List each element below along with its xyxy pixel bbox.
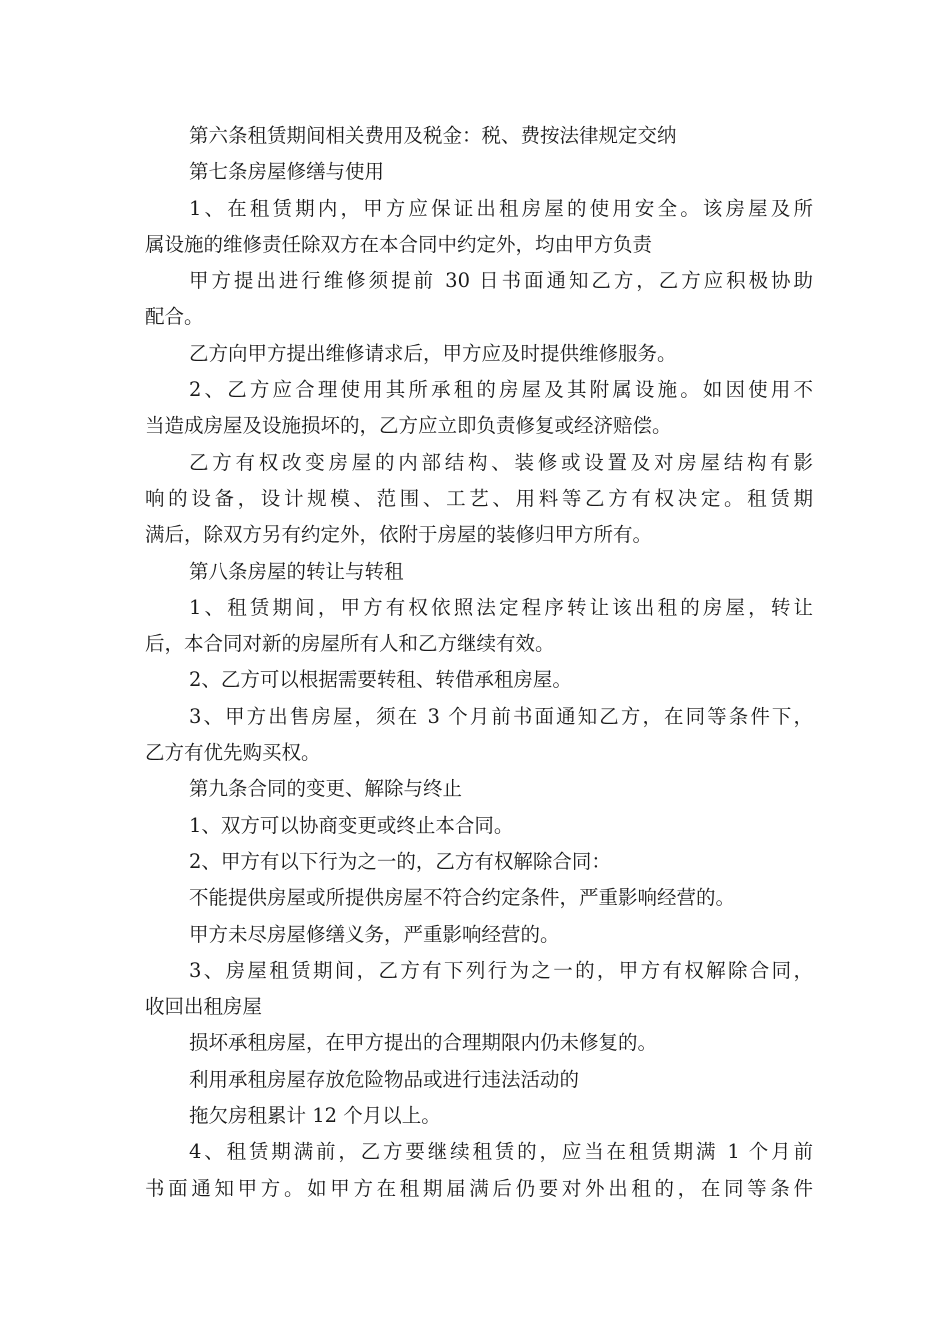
paragraph-line: 响的设备，设计规模、范围、工艺、用料等乙方有权决定。租赁期 bbox=[145, 486, 813, 510]
article-6-heading: 第六条租赁期间相关费用及税金：税、费按法律规定交纳 bbox=[189, 124, 677, 147]
article-9-heading: 第九条合同的变更、解除与终止 bbox=[189, 777, 463, 801]
paragraph-line: 3、房屋租赁期间，乙方有下列行为之一的，甲方有权解除合同， bbox=[189, 958, 813, 982]
paragraph-line: 1、双方可以协商变更或终止本合同。 bbox=[189, 813, 514, 837]
paragraph-line: 乙方有权改变房屋的内部结构、装修或设置及对房屋结构有影 bbox=[189, 450, 813, 474]
paragraph-line: 甲方未尽房屋修缮义务，严重影响经营的。 bbox=[189, 922, 560, 946]
paragraph-line: 1、在租赁期内，甲方应保证出租房屋的使用安全。该房屋及所 bbox=[189, 196, 813, 220]
paragraph-line: 后，本合同对新的房屋所有人和乙方继续有效。 bbox=[145, 632, 555, 656]
paragraph-line: 乙方向甲方提出维修请求后，甲方应及时提供维修服务。 bbox=[189, 341, 677, 365]
paragraph-line: 2、甲方有以下行为之一的，乙方有权解除合同： bbox=[189, 849, 611, 873]
paragraph-line: 不能提供房屋或所提供房屋不符合约定条件，严重影响经营的。 bbox=[189, 886, 736, 910]
paragraph-line: 2、乙方应合理使用其所承租的房屋及其附属设施。如因使用不 bbox=[189, 378, 813, 402]
paragraph-line: 2、乙方可以根据需要转租、转借承租房屋。 bbox=[189, 668, 572, 692]
article-7-heading: 第七条房屋修缮与使用 bbox=[189, 160, 385, 184]
paragraph-line: 配合。 bbox=[145, 305, 204, 329]
paragraph-line: 利用承租房屋存放危险物品或进行违法活动的 bbox=[189, 1067, 580, 1091]
paragraph-line: 甲方提出进行维修须提前 30 日书面通知乙方，乙方应积极协助 bbox=[189, 269, 813, 293]
paragraph-line: 拖欠房租累计 12 个月以上。 bbox=[189, 1104, 441, 1128]
paragraph-line: 当造成房屋及设施损坏的，乙方应立即负责修复或经济赔偿。 bbox=[145, 414, 672, 438]
paragraph-line: 4、租赁期满前，乙方要继续租赁的，应当在租赁期满 1 个月前 bbox=[189, 1140, 813, 1164]
paragraph-line: 3、甲方出售房屋，须在 3 个月前书面通知乙方，在同等条件下， bbox=[189, 704, 813, 728]
paragraph-line: 满后，除双方另有约定外，依附于房屋的装修归甲方所有。 bbox=[145, 523, 653, 547]
paragraph-line: 乙方有优先购买权。 bbox=[145, 741, 321, 765]
paragraph-line: 1、租赁期间，甲方有权依照法定程序转让该出租的房屋，转让 bbox=[189, 595, 813, 619]
paragraph-line: 书面通知甲方。如甲方在租期届满后仍要对外出租的，在同等条件 bbox=[145, 1176, 813, 1200]
paragraph-line: 收回出租房屋 bbox=[145, 995, 263, 1019]
document-page bbox=[145, 118, 813, 1207]
article-8-heading: 第八条房屋的转让与转租 bbox=[189, 559, 404, 583]
paragraph-line: 属设施的维修责任除双方在本合同中约定外，均由甲方负责 bbox=[145, 232, 653, 256]
paragraph-line: 损坏承租房屋，在甲方提出的合理期限内仍未修复的。 bbox=[189, 1031, 658, 1055]
